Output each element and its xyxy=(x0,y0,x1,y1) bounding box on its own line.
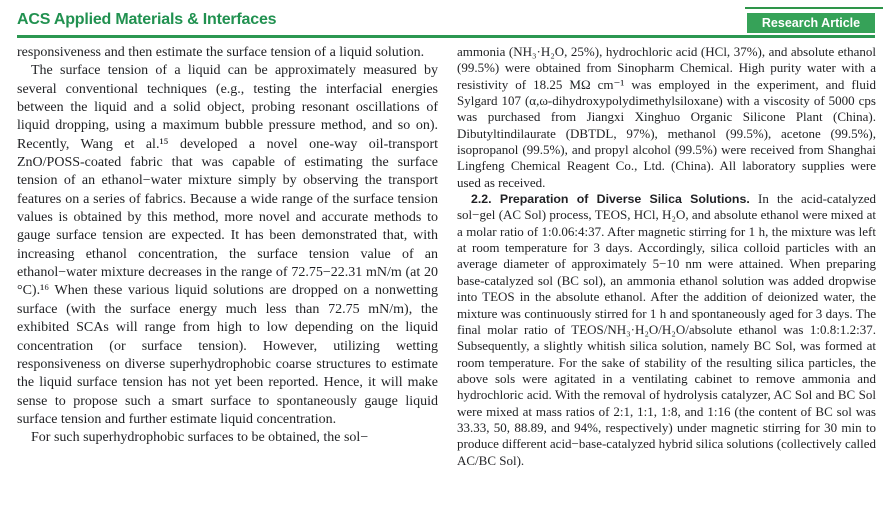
paragraph: ammonia (NH₃·H₂O, 25%), hydrochloric acid (HCl, 37%), and absolute ethanol (99.5%) were obtained from Sinopharm Chemical. High purity water with a resistivity of 18.25 MΩ cm⁻¹ was employed in the experiment, and fluid Sylgard 107 (α,ω-dihydroxypolydimethylsiloxane) with a viscosity of 5000 cps was purchased from Jiangxi Xinghuo Organic Silicone Plant (China). Dibutyltindilaurate (DBTDL, 97%), methanol (99.5%), acetone (99.5%), isopropanol (99.5%), and propyl alcohol (99.5%) were received from Shanghai Lingfeng Chemical Reagent Co., Ltd. (China). All laboratory supplies were used as received. xyxy=(457,44,876,190)
journal-title: ACS Applied Materials & Interfaces xyxy=(17,11,277,28)
paragraph: For such superhydrophobic surfaces to be obtained, the sol− xyxy=(31,430,369,446)
paragraph: 2.2. Preparation of Diverse Silica Solutions. In the acid-catalyzed sol−gel (AC Sol) process, TEOS, HCl, H₂O, and absolute ethanol were mixed at a molar ratio of 1:0.06:4:37. After magnetic stirring for 1 h, the mixture was left at room temperature for 3 days. Accordingly, silica colloid particles with an average diameter of approximately 5−10 nm were attained. When preparing base-catalyzed sol (BC sol), an ammonia ethanol solution was added dropwise into TEOS in the absolute ethanol. After the addition of deionized water, the mixture was continuously stirred for 1 h and spontaneously aged for 3 days. The final molar ratio of TEOS/NH₃·H₂O/H₂O/absolute ethanol was 1:0.8:1.2:37. Subsequently, a slightly whitish silica solution, namely BC Sol, was formed at room temperature. For the sake of stability of the resulting silica particles, the above sols were agitated in a ventilating cabinet to remove ammonia and hydrochloric acid. With the removal of hydrolysis catalyzer, AC Sol and BC Sol were mixed at mass ratios of 2:1, 1:1, 1:8, and 1:16 (the content of BC sol was 33.33, 50, 88.89, and 94%, respectively) under magnetic stirring for 30 min to produce different acid−base-catalyzed hybrid silica solutions (collectively called AC/BC Sol). xyxy=(457,191,876,468)
left-column xyxy=(17,44,438,448)
section-heading: 2.2. Preparation of Diverse Silica Solutions. xyxy=(471,192,759,207)
paragraph: responsiveness and then estimate the surface tension of a liquid solution. xyxy=(17,45,425,60)
top-right-rule xyxy=(745,7,883,9)
right-column xyxy=(457,44,876,469)
header-rule xyxy=(17,35,875,38)
research-article-badge: Research Article xyxy=(747,13,875,33)
paragraph: The surface tension of a liquid can be approximately measured by several conventional techniques (e.g., testing the interfacial energies between the liquid and a solid object, probing resonant oscillations of liquid dropping, using a maximum bubble pressure method, and so on). Recently, Wang et al.¹⁵ developed a novel one-way oil-transport ZnO/POSS-coated fabric that was capable of estimating the surface tension of an ethanol−water mixture simply by observing the transport features on a series of fabrics. Because a wide range of the surface tension values is obtained by this method, more novel and accurate methods to gauge surface tension are expected. It has been demonstrated that, with increasing ethanol concentration, the surface tension value of an ethanol−water mixture decreases in the range of 72.75−22.31 mN/m (at 20 °C).¹⁶ When these various liquid solutions are dropped on a nonwetting surface (with the surface energy much less than 72.75 mN/m), the exhibited SCAs will range from high to low depending on the liquid concentration (or surface tension). However, utilizing wetting responsiveness on diverse superhydrophobic coarse structures to estimate the liquid surface tension has not yet been reported. Hence, it will make sense to propose such a smart surface to spontaneously gauge liquid surface tension and further estimate liquid concentration. xyxy=(17,63,438,427)
